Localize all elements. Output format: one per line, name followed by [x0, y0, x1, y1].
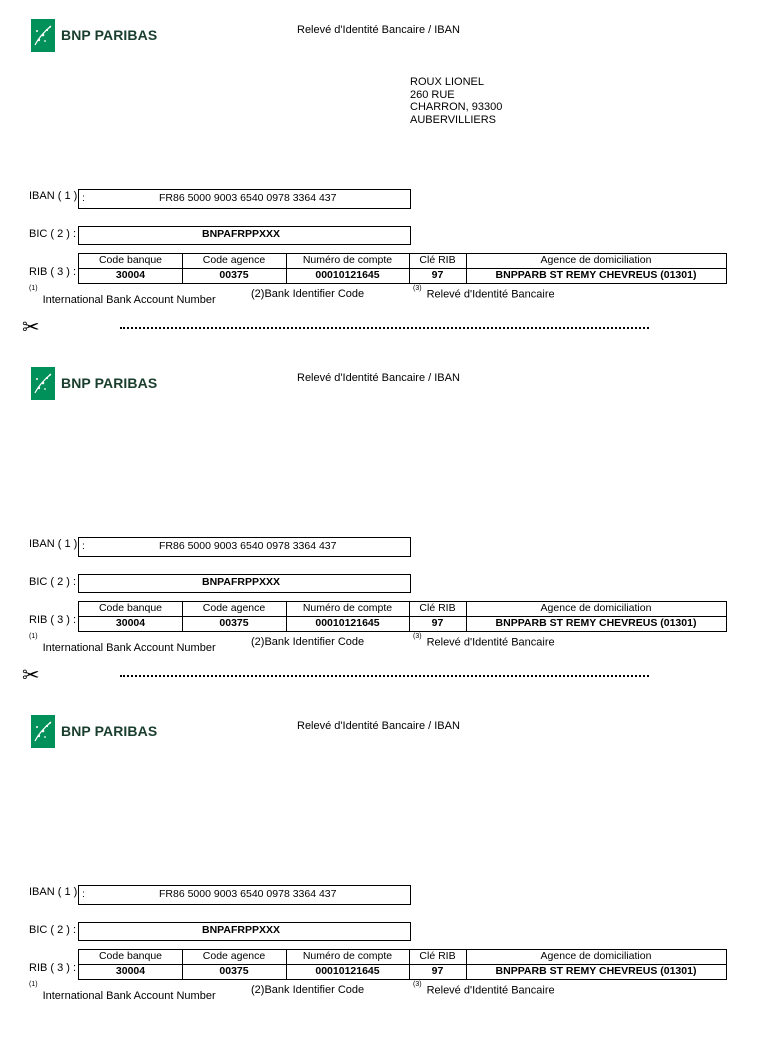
scissors-icon: ✂: [22, 316, 40, 339]
rib-header: Code agence: [182, 950, 286, 965]
rib-header: Clé RIB: [409, 254, 466, 269]
rib-value: 30004: [115, 617, 146, 629]
bnp-star-icon: [31, 19, 55, 52]
footnote-text: International Bank Account Number: [42, 641, 216, 654]
rib-header: Code banque: [79, 950, 182, 965]
rib-value: BNPPARB ST REMY CHEVREUS (01301): [495, 617, 697, 629]
rib-col-bank-code: [79, 602, 183, 631]
footnote-marker: (1): [29, 285, 38, 292]
footnote-text: Relevé d'Identité Bancaire: [426, 984, 555, 997]
iban-box: [78, 189, 411, 209]
footnote-marker: (1): [29, 633, 38, 640]
brand-name: BNP PARIBAS: [61, 723, 158, 739]
rib-table: [78, 601, 727, 632]
footnote-iban: [29, 633, 216, 654]
iban-colon: :: [82, 192, 85, 204]
rib-header: Numéro de compte: [286, 602, 409, 617]
bic-label: BIC ( 2 ) :: [29, 228, 77, 240]
footnote-bic: (2)Bank Identifier Code: [251, 636, 365, 648]
bnp-paribas-logo: [31, 714, 157, 748]
footnote-bic: (2)Bank Identifier Code: [251, 984, 365, 996]
bic-box: [78, 226, 411, 245]
rib-header: Clé RIB: [409, 950, 466, 965]
rib-value: 00010121645: [315, 269, 380, 281]
footnote-marker: (3): [413, 633, 422, 640]
rib-value: 00375: [219, 617, 249, 629]
footnote-text: International Bank Account Number: [42, 293, 216, 306]
footnote-text: International Bank Account Number: [42, 989, 216, 1002]
iban-value: FR86 5000 9003 6540 0978 3364 437: [159, 888, 337, 900]
footnote-marker: (3): [413, 285, 422, 292]
footnote-iban: [29, 285, 216, 306]
footnote-marker: (3): [413, 981, 422, 988]
rib-label: RIB ( 3 ) :: [29, 614, 77, 626]
rib-value: 00010121645: [315, 617, 380, 629]
footnote-iban: [29, 981, 216, 1002]
iban-colon: :: [82, 888, 85, 900]
rib-table: [78, 253, 727, 284]
footnote-rib: [413, 285, 555, 301]
rib-col-account-number: [286, 254, 410, 283]
rib-col-branch-code: [182, 950, 287, 979]
rib-label: RIB ( 3 ) :: [29, 266, 77, 278]
rib-col-branch-code: [182, 602, 287, 631]
scissors-icon: ✂: [22, 664, 40, 687]
rib-value: 00010121645: [315, 965, 380, 977]
footnote-text: Relevé d'Identité Bancaire: [426, 636, 555, 649]
rib-section: [0, 348, 768, 696]
rib-col-account-number: [286, 602, 410, 631]
rib-col-bank-code: [79, 254, 183, 283]
rib-col-branch: [466, 254, 726, 283]
rib-col-account-number: [286, 950, 410, 979]
address-line: CHARRON, 93300: [410, 101, 503, 113]
bic-box: [78, 574, 411, 593]
rib-col-rib-key: [409, 602, 467, 631]
bnp-paribas-logo: [31, 18, 157, 52]
rib-value: BNPPARB ST REMY CHEVREUS (01301): [495, 965, 697, 977]
rib-col-branch-code: [182, 254, 287, 283]
rib-col-rib-key: [409, 950, 467, 979]
bnp-star-icon: [31, 715, 55, 748]
bic-label: BIC ( 2 ) :: [29, 576, 77, 588]
bic-value: BNPAFRPPXXX: [202, 228, 280, 240]
bic-box: [78, 922, 411, 941]
rib-value: 30004: [115, 965, 146, 977]
holder-address: [410, 76, 502, 126]
footnote-text: Relevé d'Identité Bancaire: [426, 288, 555, 301]
iban-box: [78, 885, 411, 905]
iban-label: IBAN ( 1 ): [29, 538, 78, 550]
bic-label: BIC ( 2 ) :: [29, 924, 77, 936]
brand-name: BNP PARIBAS: [61, 375, 158, 391]
rib-label: RIB ( 3 ) :: [29, 962, 77, 974]
rib-value: 97: [431, 269, 444, 281]
rib-header: Numéro de compte: [286, 950, 409, 965]
document-title: Relevé d'Identité Bancaire / IBAN: [297, 24, 460, 36]
document-title: Relevé d'Identité Bancaire / IBAN: [297, 720, 460, 732]
brand-name: BNP PARIBAS: [61, 27, 158, 43]
iban-value: FR86 5000 9003 6540 0978 3364 437: [159, 192, 337, 204]
iban-label: IBAN ( 1 ): [29, 190, 78, 202]
rib-col-branch: [466, 602, 726, 631]
rib-header: Agence de domiciliation: [466, 254, 726, 269]
rib-header: Numéro de compte: [286, 254, 409, 269]
rib-value: 00375: [219, 269, 249, 281]
rib-value: 30004: [115, 269, 146, 281]
rib-col-bank-code: [79, 950, 183, 979]
iban-label: IBAN ( 1 ): [29, 886, 78, 898]
rib-header: Code agence: [182, 254, 286, 269]
rib-col-rib-key: [409, 254, 467, 283]
footnote-rib: [413, 633, 555, 649]
address-line: 260 RUE: [410, 88, 455, 101]
bnp-paribas-logo: [31, 366, 157, 400]
rib-col-branch: [466, 950, 726, 979]
rib-value: 97: [431, 965, 444, 977]
rib-section: [0, 0, 768, 348]
rib-value: 97: [431, 617, 444, 629]
address-line: AUBERVILLIERS: [410, 113, 497, 126]
bnp-star-icon: [31, 367, 55, 400]
document-title: Relevé d'Identité Bancaire / IBAN: [297, 372, 460, 384]
bic-value: BNPAFRPPXXX: [202, 924, 280, 936]
rib-value: BNPPARB ST REMY CHEVREUS (01301): [495, 269, 697, 281]
rib-value: 00375: [219, 965, 249, 977]
rib-header: Agence de domiciliation: [466, 950, 726, 965]
rib-header: Agence de domiciliation: [466, 602, 726, 617]
rib-header: Code agence: [182, 602, 286, 617]
footnote-bic: (2)Bank Identifier Code: [251, 288, 365, 300]
iban-colon: :: [82, 540, 85, 552]
address-line: ROUX LIONEL: [410, 76, 484, 88]
cut-line: [120, 675, 649, 677]
cut-line: [120, 327, 649, 329]
rib-header: Clé RIB: [409, 602, 466, 617]
footnote-rib: [413, 981, 555, 997]
footnote-marker: (1): [29, 981, 38, 988]
rib-table: [78, 949, 727, 980]
rib-header: Code banque: [79, 254, 182, 269]
iban-value: FR86 5000 9003 6540 0978 3364 437: [159, 540, 337, 552]
bic-value: BNPAFRPPXXX: [202, 576, 280, 588]
iban-box: [78, 537, 411, 557]
rib-header: Code banque: [79, 602, 182, 617]
rib-section: [0, 696, 768, 1044]
